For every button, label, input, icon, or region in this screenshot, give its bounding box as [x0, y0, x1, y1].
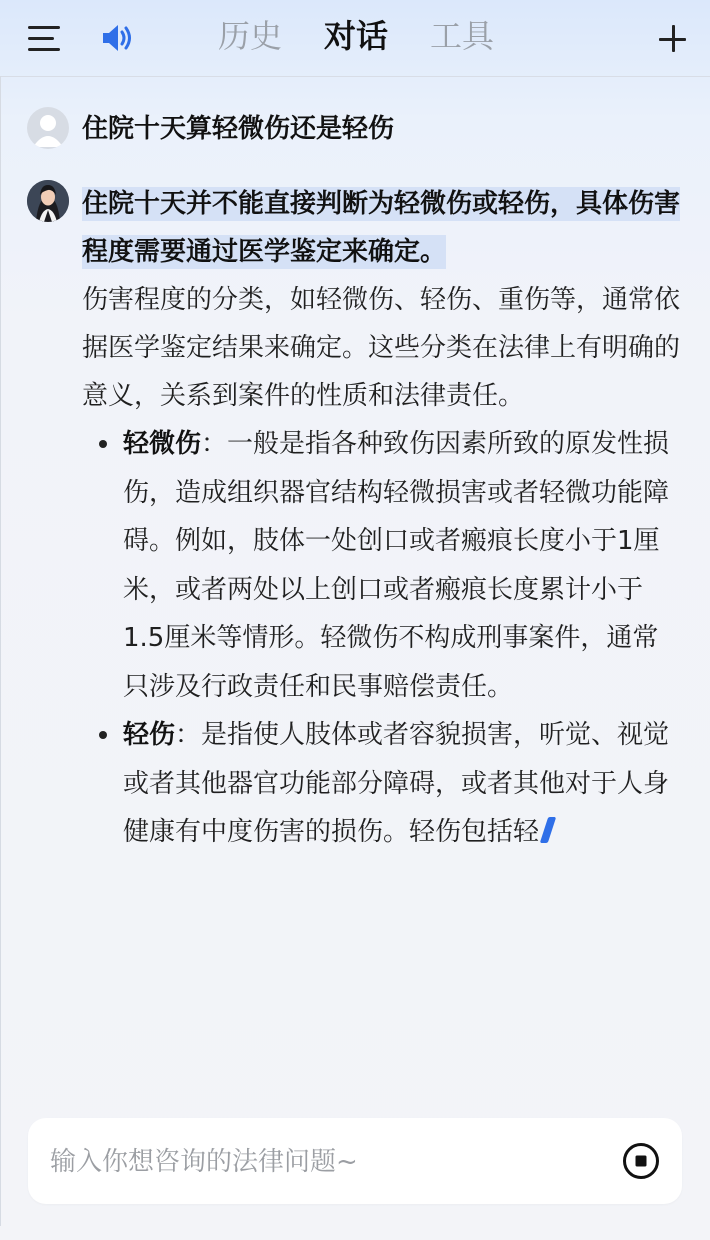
content-left-border [0, 76, 1, 1226]
assistant-avatar [27, 180, 69, 222]
list-item-text: ：一般是指各种致伤因素所致的原发性损伤，造成组织器官结构轻微损害或者轻微功能障碍。例如，肢体一处创口或者瘢痕长度小于1厘米，或者两处以上创口或者瘢痕长度累计小于1.5厘米等情形。轻微伤不构成刑事案件，通常只涉及行政责任和民事赔偿责任。 [123, 429, 670, 702]
plus-icon[interactable] [656, 22, 690, 56]
answer-intro: 伤害程度的分类，如轻微伤、轻伤、重伤等，通常依据医学鉴定结果来确定。这些分类在法律上有明确的意义，关系到案件的性质和法律责任。 [82, 285, 681, 411]
list-item-term: 轻伤 [123, 720, 176, 750]
tab-bar [0, 0, 710, 76]
question-input[interactable] [48, 1138, 612, 1186]
user-avatar [27, 107, 69, 149]
answer-lead [82, 180, 682, 276]
list-item-term: 轻微伤 [123, 429, 202, 459]
answer-list [82, 420, 682, 857]
list-item-text: ：是指使人肢体或者容貌损害，听觉、视觉或者其他器官功能部分障碍，或者其他对于人身健康有中度伤害的损伤。轻伤包括轻 [123, 720, 670, 847]
assistant-portrait-icon [27, 180, 69, 222]
user-silhouette-icon [27, 107, 69, 149]
tab-history[interactable]: 历史 [218, 17, 283, 55]
assistant-answer [82, 180, 682, 857]
top-bar [0, 0, 710, 76]
tab-tools[interactable]: 工具 [430, 17, 495, 55]
typing-cursor [540, 817, 556, 843]
list-item [82, 711, 682, 857]
list-item [82, 420, 682, 711]
tab-dialog[interactable]: 对话 [324, 17, 389, 55]
stop-icon[interactable] [622, 1142, 660, 1180]
input-bar [28, 1118, 682, 1204]
user-question: 住院十天算轻微伤还是轻伤 [82, 114, 395, 144]
header-divider [0, 76, 710, 77]
answer-lead-highlight: 住院十天并不能直接判断为轻微伤或轻伤，具体伤害程度需要通过医学鉴定来确定。 [82, 189, 681, 267]
